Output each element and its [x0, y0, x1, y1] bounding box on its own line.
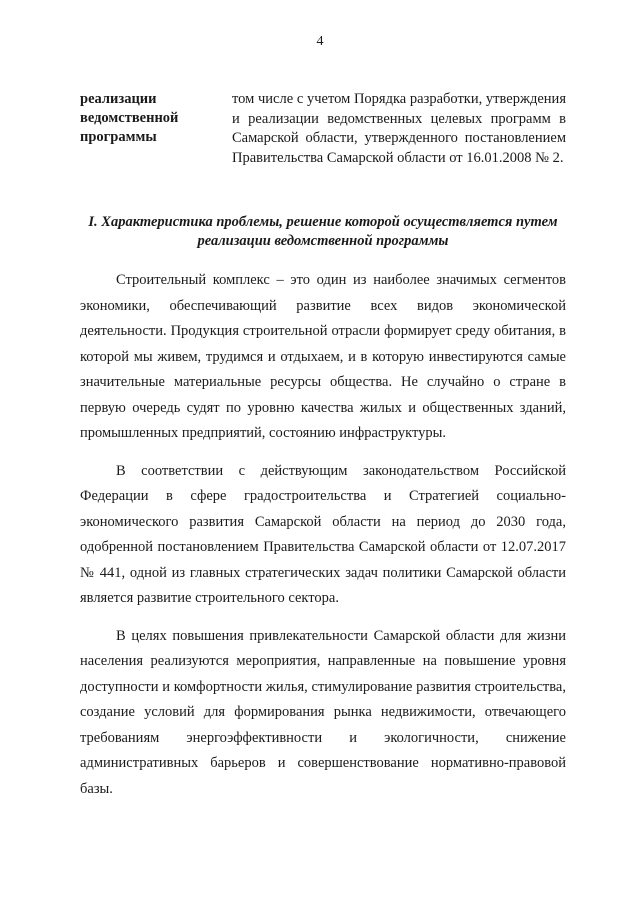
page-number: 4 [316, 34, 324, 49]
paragraph-attractiveness-measures: В целях повышения привлекательности Самарской области для жизни населения реализуются мероприятия, направленные на повышение уровня доступности и комфортности жилья, стимулирование развития строительства, создание условий для формирования рынка недвижимости, отвечающего требованиям энергоэффективности и экологичности, снижение административных барьеров и совершенствование нормативно-правовой базы. [80, 627, 566, 797]
section-body [80, 268, 566, 814]
paragraph-construction-complex: Строительный комплекс – это один из наиболее значимых сегментов экономики, обеспечивающий развитие всех видов экономической деятельности. Продукция строительной отрасли формирует среду обитания, в которой мы живем, трудимся и отдыхаем, и в которую инвестируются самые значительные материальные ресурсы общества. Не случайно о стране в первую очередь судят по уровню качества жилых и общественных зданий, промышленных предприятий, состоянию инфраструктуры. [80, 272, 566, 441]
program-passport-row [80, 90, 566, 186]
section-heading: I. Характеристика проблемы, решение которой осуществляется путем реализации ведомственной программы [88, 214, 558, 249]
passport-row-value: том числе с учетом Порядка разработки, утверждения и реализации ведомственных целевых программ в Самарской области, утвержденного постановлением Правительства Самарской области от 16.01.2008 № 2. [232, 91, 566, 166]
passport-row-label: реализации ведомственной программы [80, 91, 179, 145]
paragraph-legislation-strategy: В соответствии с действующим законодательством Российской Федерации в сфере градостроительства и Стратегией социально-экономического развития Самарской области на период до 2030 года, одобренной постановлением Правительства Самарской области от 12.07.2017 № 441, одной из главных стратегических задач политики Самарской области является развитие строительного сектора. [80, 462, 566, 606]
